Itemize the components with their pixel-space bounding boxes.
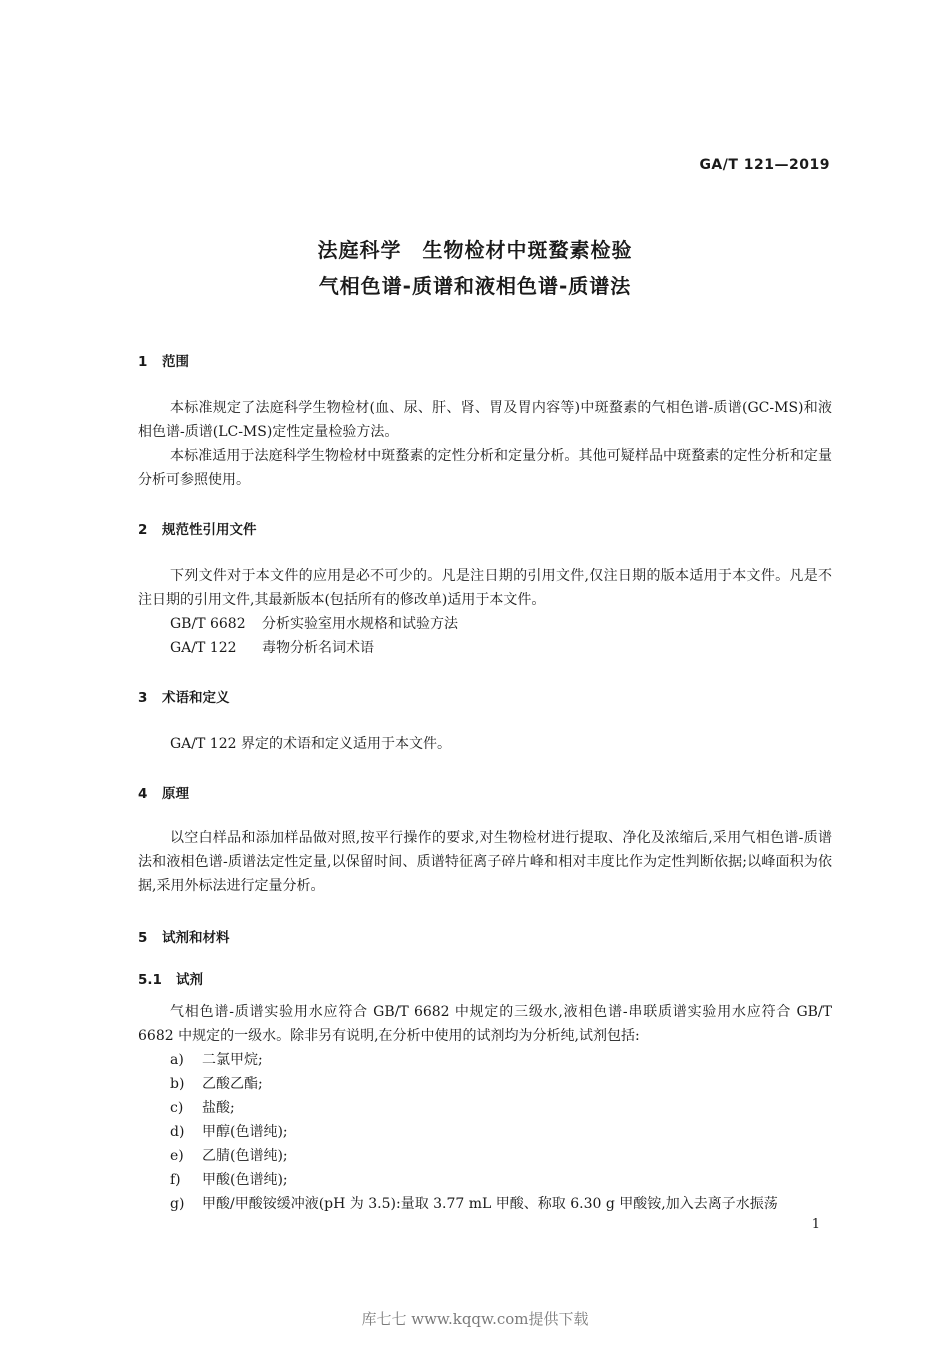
section-title: 规范性引用文件 (162, 522, 257, 538)
reference-title: 分析实验室用水规格和试验方法 (262, 616, 458, 632)
standard-code: GA/T 121—2019 (699, 157, 830, 173)
section-number: 2 (138, 522, 148, 538)
normative-reference (170, 612, 458, 636)
list-marker: g) (170, 1196, 185, 1212)
list-item-text: 乙酸乙酯; (202, 1076, 263, 1092)
page-number: 1 (811, 1217, 820, 1232)
section-number: 1 (138, 354, 148, 370)
section-4-heading (138, 782, 189, 802)
list-marker: f) (170, 1172, 181, 1188)
section-1-paragraph-2: 本标准适用于法庭科学生物检材中斑蝥素的定性分析和定量分析。其他可疑样品中斑蝥素的定性分析和定量分析可参照使用。 (138, 448, 832, 488)
reference-code: GB/T 6682 (170, 616, 246, 632)
section-3-heading (138, 686, 230, 706)
section-2-paragraph-1: 下列文件对于本文件的应用是必不可少的。凡是注日期的引用文件,仅注日期的版本适用于本文件。凡是不注日期的引用文件,其最新版本(包括所有的修改单)适用于本文件。 (138, 568, 832, 608)
list-item-text: 乙腈(色谱纯); (202, 1148, 288, 1164)
document-title-line-2: 气相色谱-质谱和液相色谱-质谱法 (318, 274, 632, 298)
reference-code: GA/T 122 (170, 640, 237, 656)
reagent-list-item (170, 1120, 288, 1144)
list-item-text: 甲酸/甲酸铵缓冲液(pH 为 3.5):量取 3.77 mL 甲酸、称取 6.30 g 甲酸铵,加入去离子水振荡 (202, 1196, 778, 1212)
list-item-text: 甲酸(色谱纯); (202, 1172, 288, 1188)
download-source-footer: 库七七 www.kqqw.com提供下载 (361, 1310, 589, 1328)
document-title-line-1: 法庭科学 生物检材中斑蝥素检验 (317, 238, 633, 262)
list-item-text: 盐酸; (202, 1100, 235, 1116)
list-marker: d) (170, 1124, 185, 1140)
section-2-heading (138, 518, 257, 538)
section-1-paragraph-1: 本标准规定了法庭科学生物检材(血、尿、肝、肾、胃及胃内容等)中斑蝥素的气相色谱-质谱(GC-MS)和液相色谱-质谱(LC-MS)定性定量检验方法。 (138, 400, 832, 440)
section-number: 5.1 (138, 972, 162, 988)
normative-reference (170, 636, 374, 660)
section-5-heading (138, 926, 230, 946)
reagent-list-item (170, 1048, 263, 1072)
list-marker: a) (170, 1052, 184, 1068)
section-title: 术语和定义 (162, 690, 230, 706)
section-number: 5 (138, 930, 148, 946)
list-item-text: 甲醇(色谱纯); (202, 1124, 288, 1140)
section-5-1-paragraph-1: 气相色谱-质谱实验用水应符合 GB/T 6682 中规定的三级水,液相色谱-串联质谱实验用水应符合 GB/T 6682 中规定的一级水。除非另有说明,在分析中使用的试剂均为分析纯,试剂包括: (138, 1004, 832, 1044)
list-item-text: 二氯甲烷; (202, 1052, 263, 1068)
section-3-paragraph-1: GA/T 122 界定的术语和定义适用于本文件。 (170, 736, 451, 752)
section-number: 3 (138, 690, 148, 706)
reagent-list-item (170, 1096, 235, 1120)
section-4-paragraph-1: 以空白样品和添加样品做对照,按平行操作的要求,对生物检材进行提取、净化及浓缩后,采用气相色谱-质谱法和液相色谱-质谱法定性定量,以保留时间、质谱特征离子碎片峰和相对丰度比作为定性判断依据;以峰面积为依据,采用外标法进行定量分析。 (138, 830, 832, 894)
list-marker: e) (170, 1148, 184, 1164)
section-5-1-heading (138, 968, 203, 988)
reagent-list-item (170, 1144, 288, 1168)
section-title: 试剂和材料 (162, 930, 230, 946)
reagent-list-item (170, 1072, 263, 1096)
section-title: 范围 (162, 354, 189, 370)
reagent-list-item (170, 1192, 778, 1216)
list-marker: b) (170, 1076, 185, 1092)
section-title: 试剂 (176, 972, 203, 988)
section-title: 原理 (162, 786, 189, 802)
reagent-list-item (170, 1168, 288, 1192)
section-1-heading (138, 350, 189, 370)
reference-title: 毒物分析名词术语 (262, 640, 374, 656)
section-number: 4 (138, 786, 148, 802)
list-marker: c) (170, 1100, 184, 1116)
